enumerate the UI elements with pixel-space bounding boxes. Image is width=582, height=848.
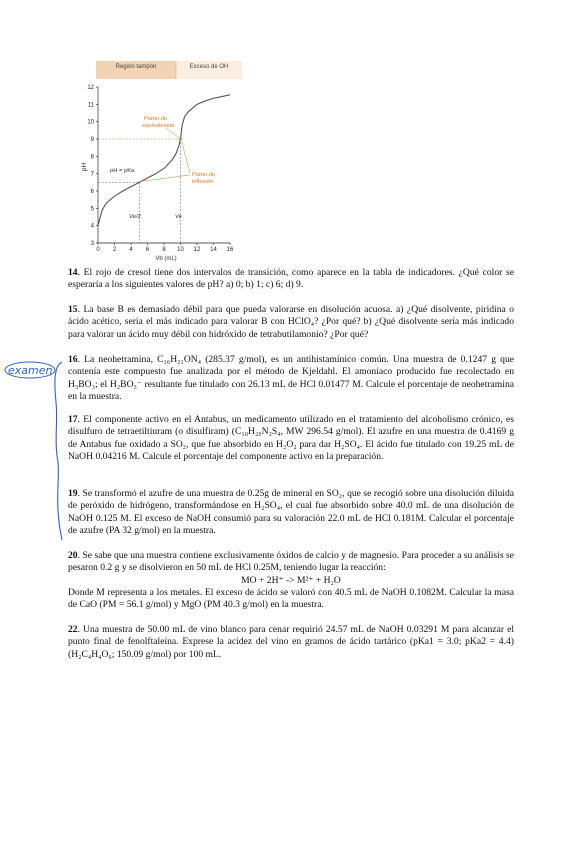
y-tick-label: 3	[90, 241, 94, 247]
y-tick-label: 10	[87, 119, 94, 126]
y-tick-label: 11	[87, 102, 94, 109]
exercise-number: 16	[68, 354, 78, 365]
y-tick-label: 12	[87, 85, 94, 91]
exercise-number: 14	[68, 267, 78, 278]
exercise-text: . El componente activo en el Antabus, un medicamento utilizado en el tratamiento del alcoholismo crónico, es disulfuro de tetraetiltiuram (o disulfiram) (C₁₀H₂₀N₂S₄, MW 296.54 g/mol). El azufre en una muestra de 0.4169 g de Antabus fue oxidado a SO₂, que fue absorbido en H₂O₂ para dar H₂SO₄. El ácido fue titulado con 19.25 mL de NaOH 0.04216 M. Calcule el porcentaje del componente activo en la preparación.	[68, 414, 514, 462]
exercise-14	[68, 267, 514, 292]
equivalence-point-marker	[179, 138, 182, 141]
exercise-16	[68, 354, 514, 403]
ve-half-annotation: Ve/2	[129, 214, 141, 220]
header-left-label: Región tampón	[115, 64, 157, 70]
exercise-number: 20	[68, 550, 78, 561]
exercise-text: . La base B es demasiado débil para que pueda valorarse en disolución acuosa. a) ¿Qué disolvente, piridina o ácido acético, sería el más indicado para valorar B con HClO₄? ¿Por qué? b) ¿Qué disolvente sería más indicado para valorar un ácido muy débil con hidróxido de tetrabutilamonio? ¿Por qué?	[68, 304, 514, 340]
ve-annotation: Ve	[175, 214, 182, 220]
ph-pka-annotation: pH = pKa	[110, 168, 135, 174]
x-tick-label: 4	[129, 247, 133, 253]
examen-handwritten-label: examen	[8, 364, 53, 377]
x-tick-label: 2	[112, 247, 117, 253]
y-tick-label: 7	[90, 171, 94, 178]
exercise-number: 17	[68, 414, 78, 425]
y-tick-label: 5	[90, 206, 94, 213]
exercise-number: 19	[68, 488, 78, 499]
x-tick-label: 0	[96, 247, 100, 253]
x-tick-label: 8	[162, 247, 166, 253]
inflection-leader-line	[141, 175, 190, 181]
x-tick-label: 10	[177, 247, 184, 253]
y-tick-label: 9	[90, 137, 94, 143]
equivalence-point-annotation: Punto de equivalencia	[142, 116, 175, 129]
exercise-number: 15	[68, 304, 78, 315]
exercise-number: 22	[68, 624, 78, 635]
exercise-text: . Una muestra de 50.00 mL de vino blanco para cenar requirió 24.57 mL de NaOH 0.03291 M para alcanzar el punto final de fenolftaleína. Exprese la acidez del vino en gramos de ácido tartárico (pKa1 = 3.0; pKa2 = 4.4) (H₂C₄H₄O₆; 150.09 g/mol) por 100 mL.	[68, 624, 514, 660]
y-axis-label: pH	[81, 162, 88, 172]
plot-area	[98, 87, 230, 243]
exercise-15	[68, 304, 514, 341]
reaction-equation: MO + 2H⁺ -> M²⁺ + H₂O	[241, 574, 341, 586]
header-right-label: Exceso de OH	[189, 64, 229, 70]
y-tick-label: 6	[90, 189, 94, 195]
y-tick-label: 4	[90, 223, 94, 230]
handwritten-bracket	[2, 362, 66, 542]
exercise-text: . Se sabe que una muestra contiene exclusivamente óxidos de calcio y de magnesio. Para proceder a su análisis se pesaron 0.2 g y se disolvieron en 50 mL de HCl 0.25M, teniendo lugar la reacción:	[68, 550, 514, 574]
x-tick-label: 14	[210, 247, 217, 253]
x-tick-label: 12	[193, 247, 201, 253]
inflection-point-annotation: Punto de inflexión	[192, 172, 216, 185]
y-tick-label: 8	[90, 154, 94, 161]
exercise-text: . Se transformó el azufre de una muestra de 0.25g de mineral en SO₂, que se recogió sobre una disolución diluida de peróxido de hidrógeno, transformándose en H₂SO₄, el cual fue absorbido sobre 40.0 mL de una disolución de NaOH 0.125 M. El exceso de NaOH consumió para su valoración 22.0 mL de HCl 0.181M. Calcular el porcentaje de azufre (PA 32 g/mol) en la muestra.	[68, 488, 514, 536]
inflection-leader-line-2	[182, 141, 191, 173]
exercise-19	[68, 488, 514, 537]
titration-curve-line	[98, 95, 230, 226]
equivalence-leader-line	[166, 128, 180, 138]
exercise-text-continued: Donde M representa a los metales. El exceso de ácido se valoró con 40.5 mL de NaOH 0.1082M. Calcular la masa de CaO (PM = 56.1 g/mol) y MgO (PM 40.3 g/mol) en la muestra.	[68, 586, 514, 611]
x-tick-label: 16	[226, 247, 234, 253]
exercise-text: . El rojo de cresol tiene dos intervalos de transición, como aparece en la tabla de indicadores. ¿Qué color se esperaría a los siguientes valores de pH? a) 0; b) 1; c) 6; d) 9.	[68, 267, 514, 291]
titration-curve-figure	[82, 55, 242, 267]
exercise-17	[68, 414, 514, 463]
x-tick-label: 6	[145, 247, 150, 253]
exercise-22	[68, 624, 514, 661]
x-axis-label: Vb (mL)	[155, 256, 177, 262]
exercise-20	[68, 550, 514, 611]
exercise-text: . La neohetramina, C₁₆H₂₁ON₄ (285.37 g/mol), es un antihistamínico común. Una muestra de 0.1247 g que contenía este compuesto fue analizada por el método de Kjeldahl. El amoniaco producido fue recolectado en H₃BO₃; el H₂BO₃⁻ resultante fue titulado con 26.13 mL de HCl 0.01477 M. Calcule el porcentaje de neohetramina en la muestra.	[68, 354, 514, 402]
